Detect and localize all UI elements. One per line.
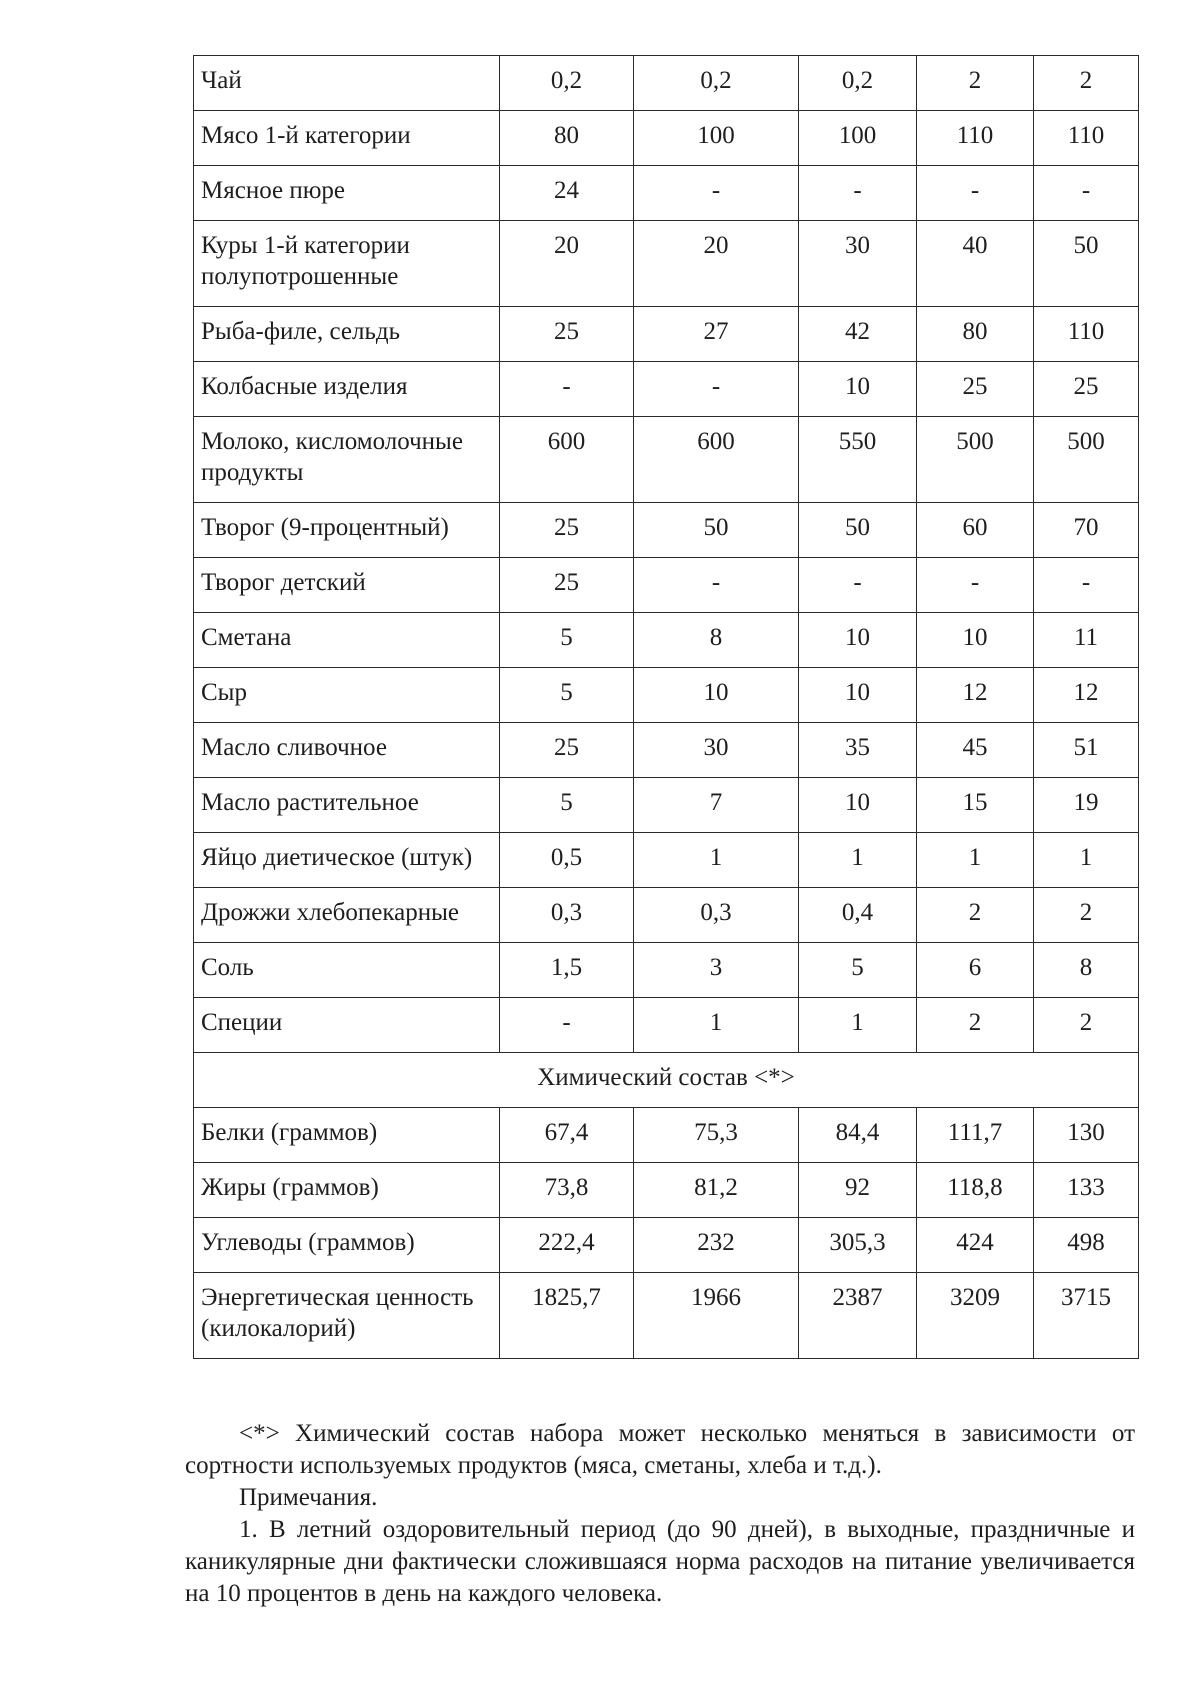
value-cell: 2 — [917, 56, 1034, 111]
value-cell: 10 — [917, 613, 1034, 668]
value-cell: - — [634, 558, 799, 613]
table-row — [194, 723, 1139, 778]
value-cell: 0,2 — [500, 56, 634, 111]
value-cell: 70 — [1034, 503, 1139, 558]
value-cell: 600 — [500, 417, 634, 503]
value-cell: 19 — [1034, 778, 1139, 833]
value-cell: 1966 — [634, 1273, 799, 1359]
value-cell: 27 — [634, 307, 799, 362]
value-cell: - — [500, 998, 634, 1053]
value-cell: 81,2 — [634, 1163, 799, 1218]
table-row — [194, 833, 1139, 888]
value-cell: 92 — [799, 1163, 917, 1218]
table-row — [194, 613, 1139, 668]
table-row — [194, 56, 1139, 111]
table-row — [194, 362, 1139, 417]
value-cell: 2 — [917, 888, 1034, 943]
product-name-cell: Колбасные изделия — [194, 362, 500, 417]
value-cell: 10 — [799, 362, 917, 417]
product-name-cell: Куры 1-й категории полупотрошенные — [194, 221, 500, 307]
notes-block — [185, 1418, 1135, 1610]
value-cell: 10 — [799, 613, 917, 668]
value-cell: 130 — [1034, 1108, 1139, 1163]
value-cell: 110 — [1034, 307, 1139, 362]
value-cell: 35 — [799, 723, 917, 778]
value-cell: 1 — [1034, 833, 1139, 888]
product-name-cell: Молоко, кисломолочные продукты — [194, 417, 500, 503]
note-item-1: 1. В летний оздоровительный период (до 90 дней), в выходные, праздничные и каникулярные дни фактически сложившаяся норма расходов на питание увеличивается на 10 процентов в день на каждого человека. — [185, 1516, 1135, 1607]
value-cell: 25 — [917, 362, 1034, 417]
value-cell: - — [1034, 558, 1139, 613]
table-row — [194, 943, 1139, 998]
table-row — [194, 417, 1139, 503]
value-cell: 118,8 — [917, 1163, 1034, 1218]
value-cell: 12 — [1034, 668, 1139, 723]
value-cell: 80 — [500, 111, 634, 166]
chemical-composition-heading: Химический состав <*> — [194, 1053, 1139, 1108]
value-cell: 0,4 — [799, 888, 917, 943]
value-cell: 111,7 — [917, 1108, 1034, 1163]
value-cell: 20 — [634, 221, 799, 307]
table-row — [194, 558, 1139, 613]
value-cell: 73,8 — [500, 1163, 634, 1218]
table-row — [194, 998, 1139, 1053]
value-cell: - — [917, 166, 1034, 221]
value-cell: 1 — [799, 833, 917, 888]
table-row — [194, 1108, 1139, 1163]
value-cell: 5 — [500, 778, 634, 833]
product-name-cell: Чай — [194, 56, 500, 111]
value-cell: 8 — [1034, 943, 1139, 998]
value-cell: 10 — [799, 778, 917, 833]
value-cell: 3715 — [1034, 1273, 1139, 1359]
table-row — [194, 1218, 1139, 1273]
value-cell: 424 — [917, 1218, 1034, 1273]
value-cell: 2 — [1034, 888, 1139, 943]
value-cell: 10 — [799, 668, 917, 723]
value-cell: 0,5 — [500, 833, 634, 888]
value-cell: 25 — [500, 503, 634, 558]
value-cell: 45 — [917, 723, 1034, 778]
value-cell: 42 — [799, 307, 917, 362]
value-cell: 11 — [1034, 613, 1139, 668]
value-cell: - — [799, 558, 917, 613]
value-cell: 305,3 — [799, 1218, 917, 1273]
table-row — [194, 888, 1139, 943]
value-cell: 100 — [634, 111, 799, 166]
value-cell: 133 — [1034, 1163, 1139, 1218]
table-row — [194, 668, 1139, 723]
value-cell: - — [1034, 166, 1139, 221]
value-cell: - — [799, 166, 917, 221]
table-row — [194, 1273, 1139, 1359]
product-name-cell: Специи — [194, 998, 500, 1053]
value-cell: 5 — [500, 613, 634, 668]
table-row — [194, 307, 1139, 362]
value-cell: 1 — [634, 833, 799, 888]
value-cell: 1,5 — [500, 943, 634, 998]
value-cell: 2387 — [799, 1273, 917, 1359]
product-name-cell: Углеводы (граммов) — [194, 1218, 500, 1273]
value-cell: 3 — [634, 943, 799, 998]
value-cell: 6 — [917, 943, 1034, 998]
value-cell: 10 — [634, 668, 799, 723]
value-cell: 110 — [1034, 111, 1139, 166]
product-name-cell: Рыба-филе, сельдь — [194, 307, 500, 362]
value-cell: 30 — [634, 723, 799, 778]
value-cell: 20 — [500, 221, 634, 307]
table-row — [194, 166, 1139, 221]
table-row — [194, 111, 1139, 166]
value-cell: 500 — [917, 417, 1034, 503]
value-cell: - — [500, 362, 634, 417]
table-row — [194, 1163, 1139, 1218]
value-cell: 50 — [1034, 221, 1139, 307]
value-cell: 0,2 — [799, 56, 917, 111]
table-row — [194, 778, 1139, 833]
product-name-cell: Белки (граммов) — [194, 1108, 500, 1163]
value-cell: 0,3 — [500, 888, 634, 943]
value-cell: 0,3 — [634, 888, 799, 943]
value-cell: 67,4 — [500, 1108, 634, 1163]
section-header-row — [194, 1053, 1139, 1108]
value-cell: 550 — [799, 417, 917, 503]
product-name-cell: Мясо 1-й категории — [194, 111, 500, 166]
value-cell: 110 — [917, 111, 1034, 166]
value-cell: 3209 — [917, 1273, 1034, 1359]
value-cell: - — [634, 166, 799, 221]
notes-heading: Примечания. — [239, 1484, 378, 1511]
value-cell: 50 — [799, 503, 917, 558]
footnote-text: <*> Химический состав набора может несколько меняться в зависимости от сортности используемых продуктов (мяса, сметаны, хлеба и т.д.). — [185, 1420, 1135, 1479]
value-cell: 232 — [634, 1218, 799, 1273]
value-cell: 25 — [500, 723, 634, 778]
value-cell: 1 — [917, 833, 1034, 888]
product-name-cell: Масло сливочное — [194, 723, 500, 778]
product-name-cell: Сыр — [194, 668, 500, 723]
value-cell: 600 — [634, 417, 799, 503]
value-cell: 8 — [634, 613, 799, 668]
value-cell: 222,4 — [500, 1218, 634, 1273]
value-cell: 50 — [634, 503, 799, 558]
value-cell: - — [634, 362, 799, 417]
value-cell: 5 — [500, 668, 634, 723]
value-cell: 498 — [1034, 1218, 1139, 1273]
value-cell: 12 — [917, 668, 1034, 723]
product-name-cell: Мясное пюре — [194, 166, 500, 221]
value-cell: 100 — [799, 111, 917, 166]
value-cell: 2 — [917, 998, 1034, 1053]
product-name-cell: Энергетическая ценность (килокалорий) — [194, 1273, 500, 1359]
value-cell: 1 — [799, 998, 917, 1053]
value-cell: 25 — [500, 558, 634, 613]
value-cell: 25 — [500, 307, 634, 362]
value-cell: 0,2 — [634, 56, 799, 111]
value-cell: 51 — [1034, 723, 1139, 778]
value-cell: 500 — [1034, 417, 1139, 503]
product-name-cell: Яйцо диетическое (штук) — [194, 833, 500, 888]
product-name-cell: Дрожжи хлебопекарные — [194, 888, 500, 943]
value-cell: 1825,7 — [500, 1273, 634, 1359]
product-name-cell: Сметана — [194, 613, 500, 668]
value-cell: 5 — [799, 943, 917, 998]
value-cell: 24 — [500, 166, 634, 221]
value-cell: - — [917, 558, 1034, 613]
value-cell: 2 — [1034, 56, 1139, 111]
table-body — [194, 56, 1139, 1359]
value-cell: 15 — [917, 778, 1034, 833]
product-name-cell: Творог детский — [194, 558, 500, 613]
product-name-cell: Жиры (граммов) — [194, 1163, 500, 1218]
value-cell: 80 — [917, 307, 1034, 362]
table-row — [194, 503, 1139, 558]
value-cell: 25 — [1034, 362, 1139, 417]
product-name-cell: Масло растительное — [194, 778, 500, 833]
value-cell: 40 — [917, 221, 1034, 307]
product-name-cell: Соль — [194, 943, 500, 998]
table-row — [194, 221, 1139, 307]
food-norms-table — [193, 55, 1139, 1359]
value-cell: 84,4 — [799, 1108, 917, 1163]
value-cell: 7 — [634, 778, 799, 833]
value-cell: 60 — [917, 503, 1034, 558]
product-name-cell: Творог (9-процентный) — [194, 503, 500, 558]
value-cell: 1 — [634, 998, 799, 1053]
value-cell: 2 — [1034, 998, 1139, 1053]
value-cell: 75,3 — [634, 1108, 799, 1163]
value-cell: 30 — [799, 221, 917, 307]
